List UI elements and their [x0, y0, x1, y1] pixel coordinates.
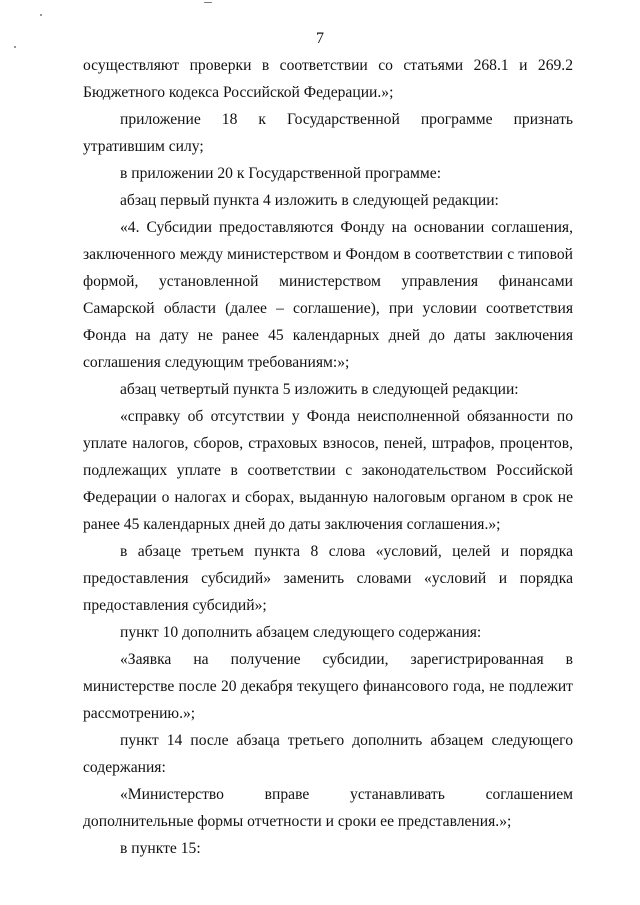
paragraph: «Министерство вправе устанавливать соглашением дополнительные формы отчетности и сроки ее представления.»;: [83, 786, 573, 830]
paragraph: в абзаце третьем пункта 8 слова «условий, целей и порядка предоставления субсидий» заменить словами «условий и порядка предоставления субсидий»;: [83, 543, 573, 614]
paragraph: пункт 10 дополнить абзацем следующего содержания:: [120, 624, 482, 641]
paragraph: приложение 18 к Государственной программе признать утратившим силу;: [83, 111, 573, 155]
scan-speck: [204, 2, 212, 3]
paragraph: в пункте 15:: [120, 840, 201, 857]
paragraph: «4. Субсидии предоставляются Фонду на основании соглашения, заключенного между министерством и Фондом в соответствии с типовой формой, установленной министерством управления финансами Самарской области (далее – соглашение), при условии соответствия Фонда на дату не ранее 45 календарных дней до даты заключения соглашения следующим требованиям:»;: [83, 219, 573, 371]
paragraph: абзац четвертый пункта 5 изложить в следующей редакции:: [120, 381, 519, 398]
paragraph: абзац первый пункта 4 изложить в следующей редакции:: [120, 192, 499, 209]
paragraph: «Заявка на получение субсидии, зарегистрированная в министерстве после 20 декабря текущего финансового года, не подлежит рассмотрению.»;: [83, 651, 573, 722]
page-number: 7: [316, 30, 324, 47]
paragraph: пункт 14 после абзаца третьего дополнить абзацем следующего содержания:: [83, 732, 573, 776]
scan-speck: [40, 14, 42, 16]
paragraph: осуществляют проверки в соответствии со статьями 268.1 и 269.2 Бюджетного кодекса Российской Федерации.»;: [83, 57, 573, 101]
paragraph: «справку об отсутствии у Фонда неисполненной обязанности по уплате налогов, сборов, страховых взносов, пеней, штрафов, процентов, подлежащих уплате в соответствии с законодательством Российской Федерации о налогах и сборах, выданную налоговым органом в срок не ранее 45 календарных дней до даты заключения соглашения.»;: [83, 408, 573, 533]
document-body: [83, 52, 573, 862]
paragraph: в приложении 20 к Государственной программе:: [120, 165, 442, 182]
